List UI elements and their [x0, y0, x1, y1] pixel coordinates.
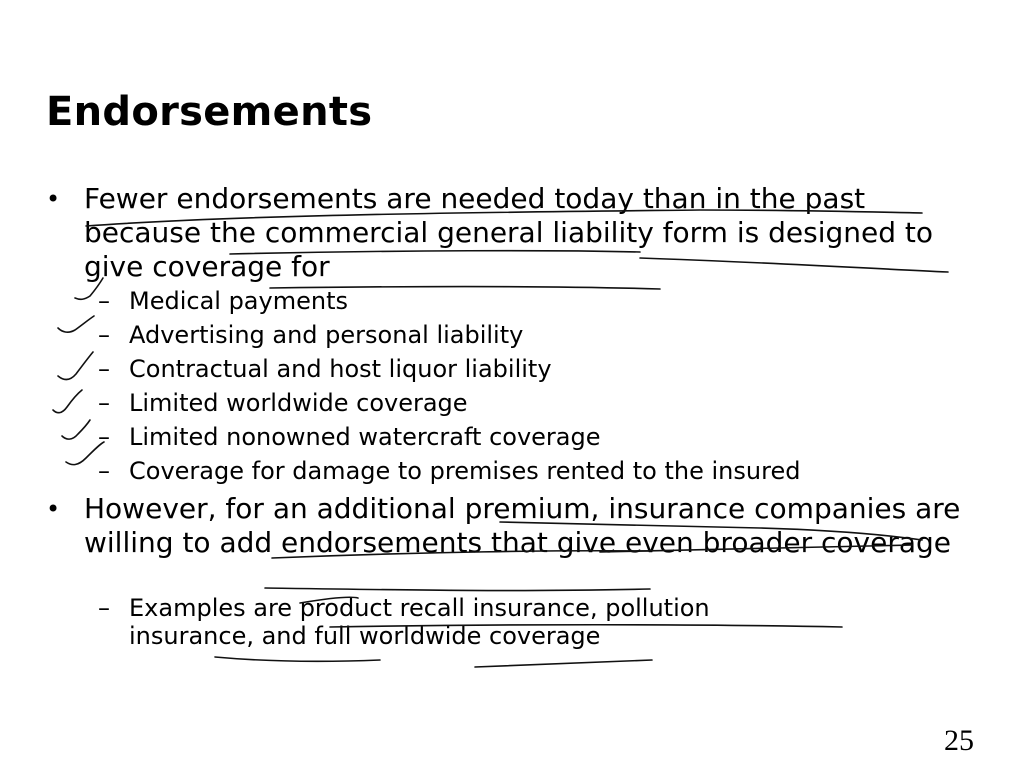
dash-glyph: – — [98, 423, 110, 451]
sub-bullet-item — [98, 284, 800, 318]
dash-glyph: – — [98, 594, 110, 622]
dash-glyph: – — [98, 287, 110, 315]
sub-bullet-list — [98, 284, 800, 488]
bullet-glyph: • — [46, 185, 61, 213]
page-number: 25 — [944, 724, 974, 757]
bullet-text: However, for an additional premium, insurance companies are willing to add endorsements that give even broader coverage — [84, 492, 961, 559]
check-mark-stroke — [62, 420, 90, 439]
sub-bullet-text: Medical payments — [129, 287, 348, 315]
check-mark-stroke — [58, 316, 94, 332]
bullet-item — [46, 182, 966, 284]
bullet-glyph: • — [46, 495, 61, 523]
sub-bullet-text: Limited worldwide coverage — [129, 389, 468, 417]
sub-bullet-item — [98, 594, 829, 650]
sub-bullet-text: Limited nonowned watercraft coverage — [129, 423, 601, 451]
dash-glyph: – — [98, 321, 110, 349]
sub-bullet-item — [98, 420, 800, 454]
dash-glyph: – — [98, 389, 110, 417]
check-mark-stroke — [53, 390, 82, 413]
bullet-text: Fewer endorsements are needed today than in the past because the commercial general liability form is designed to give coverage for — [84, 182, 934, 283]
sub-bullet-text: Contractual and host liquor liability — [129, 355, 552, 383]
sub-bullet-item — [98, 454, 800, 488]
sub-bullet-text: Coverage for damage to premises rented to the insured — [129, 457, 801, 485]
slide-title: Endorsements — [46, 89, 373, 135]
underline-stroke — [265, 588, 650, 591]
sub-bullet-text: Examples are product recall insurance, pollution insurance, and full worldwide coverage — [129, 594, 710, 650]
sub-bullet-list — [98, 594, 829, 650]
sub-bullet-text: Advertising and personal liability — [129, 321, 524, 349]
sub-bullet-item — [98, 352, 800, 386]
sub-bullet-item — [98, 386, 800, 420]
dash-glyph: – — [98, 457, 110, 485]
underline-stroke — [215, 657, 380, 661]
bullet-item — [46, 492, 966, 560]
check-mark-stroke — [58, 352, 93, 380]
sub-bullet-item — [98, 318, 800, 352]
dash-glyph: – — [98, 355, 110, 383]
underline-stroke — [475, 660, 652, 667]
